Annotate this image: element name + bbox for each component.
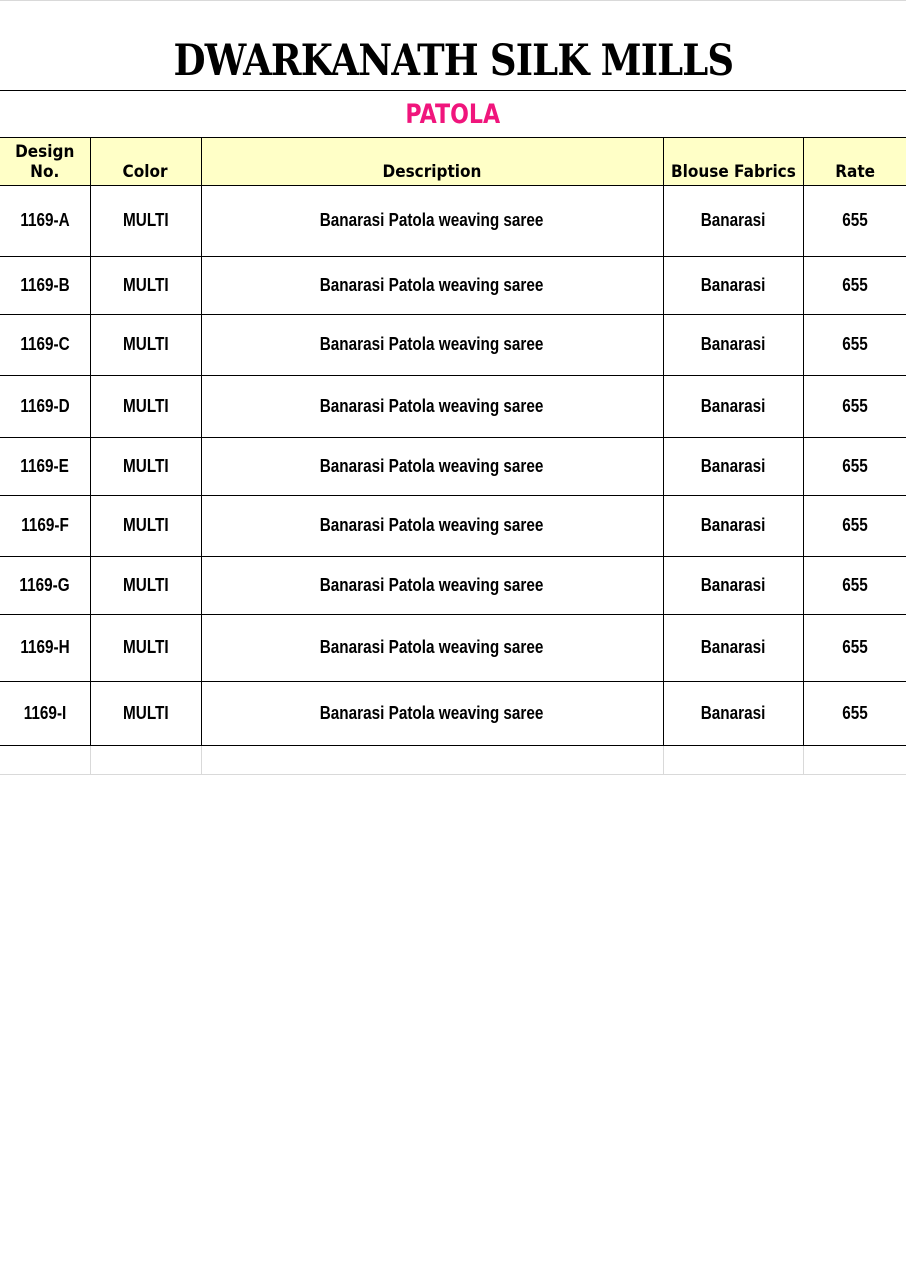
col-header-rate: Rate bbox=[803, 138, 906, 185]
table-body bbox=[0, 185, 906, 774]
cell-blouse-fabrics: Banarasi bbox=[663, 375, 803, 437]
cell-blouse-fabrics: Banarasi bbox=[663, 185, 803, 256]
table-row bbox=[0, 314, 906, 375]
table-row bbox=[0, 681, 906, 745]
cell-color: MULTI bbox=[90, 681, 201, 745]
col-header-blouse-fabrics: Blouse Fabrics bbox=[663, 138, 803, 185]
cell-design-no: 1169-F bbox=[0, 495, 90, 556]
cell-rate: 655 bbox=[803, 256, 906, 314]
cell-design-no: 1169-G bbox=[0, 556, 90, 614]
table-row bbox=[0, 375, 906, 437]
cell-design-no: 1169-H bbox=[0, 614, 90, 681]
table-row bbox=[0, 185, 906, 256]
empty-cell bbox=[663, 745, 803, 774]
cell-design-no: 1169-D bbox=[0, 375, 90, 437]
cell-description: Banarasi Patola weaving saree bbox=[201, 614, 663, 681]
cell-description: Banarasi Patola weaving saree bbox=[201, 185, 663, 256]
cell-blouse-fabrics: Banarasi bbox=[663, 556, 803, 614]
cell-rate: 655 bbox=[803, 437, 906, 495]
cell-blouse-fabrics: Banarasi bbox=[663, 681, 803, 745]
col-header-color: Color bbox=[90, 138, 201, 185]
cell-blouse-fabrics: Banarasi bbox=[663, 314, 803, 375]
company-title: DWARKANATH SILK MILLS bbox=[173, 36, 733, 86]
cell-design-no: 1169-B bbox=[0, 256, 90, 314]
cell-blouse-fabrics: Banarasi bbox=[663, 256, 803, 314]
subtitle-row bbox=[0, 91, 906, 138]
cell-rate: 655 bbox=[803, 185, 906, 256]
cell-description: Banarasi Patola weaving saree bbox=[201, 314, 663, 375]
cell-color: MULTI bbox=[90, 495, 201, 556]
cell-description: Banarasi Patola weaving saree bbox=[201, 495, 663, 556]
cell-description: Banarasi Patola weaving saree bbox=[201, 681, 663, 745]
cell-color: MULTI bbox=[90, 256, 201, 314]
cell-description: Banarasi Patola weaving saree bbox=[201, 256, 663, 314]
title-row bbox=[0, 0, 906, 91]
col-header-design-no: Design No. bbox=[0, 138, 90, 185]
price-table bbox=[0, 138, 906, 775]
empty-row bbox=[0, 745, 906, 774]
catalog-subtitle: PATOLA bbox=[405, 98, 501, 130]
table-header-row bbox=[0, 138, 906, 185]
cell-blouse-fabrics: Banarasi bbox=[663, 437, 803, 495]
col-header-description: Description bbox=[201, 138, 663, 185]
cell-design-no: 1169-A bbox=[0, 185, 90, 256]
empty-cell bbox=[0, 745, 90, 774]
cell-description: Banarasi Patola weaving saree bbox=[201, 556, 663, 614]
cell-color: MULTI bbox=[90, 185, 201, 256]
cell-blouse-fabrics: Banarasi bbox=[663, 614, 803, 681]
cell-rate: 655 bbox=[803, 556, 906, 614]
cell-rate: 655 bbox=[803, 495, 906, 556]
cell-color: MULTI bbox=[90, 314, 201, 375]
table-row bbox=[0, 495, 906, 556]
cell-rate: 655 bbox=[803, 314, 906, 375]
cell-rate: 655 bbox=[803, 614, 906, 681]
empty-cell bbox=[90, 745, 201, 774]
cell-design-no: 1169-I bbox=[0, 681, 90, 745]
cell-color: MULTI bbox=[90, 375, 201, 437]
table-row bbox=[0, 437, 906, 495]
cell-design-no: 1169-E bbox=[0, 437, 90, 495]
cell-color: MULTI bbox=[90, 437, 201, 495]
cell-rate: 655 bbox=[803, 375, 906, 437]
table-row bbox=[0, 556, 906, 614]
cell-description: Banarasi Patola weaving saree bbox=[201, 437, 663, 495]
cell-design-no: 1169-C bbox=[0, 314, 90, 375]
cell-description: Banarasi Patola weaving saree bbox=[201, 375, 663, 437]
cell-color: MULTI bbox=[90, 556, 201, 614]
cell-rate: 655 bbox=[803, 681, 906, 745]
table-row bbox=[0, 256, 906, 314]
empty-cell bbox=[803, 745, 906, 774]
empty-cell bbox=[201, 745, 663, 774]
table-row bbox=[0, 614, 906, 681]
cell-color: MULTI bbox=[90, 614, 201, 681]
cell-blouse-fabrics: Banarasi bbox=[663, 495, 803, 556]
